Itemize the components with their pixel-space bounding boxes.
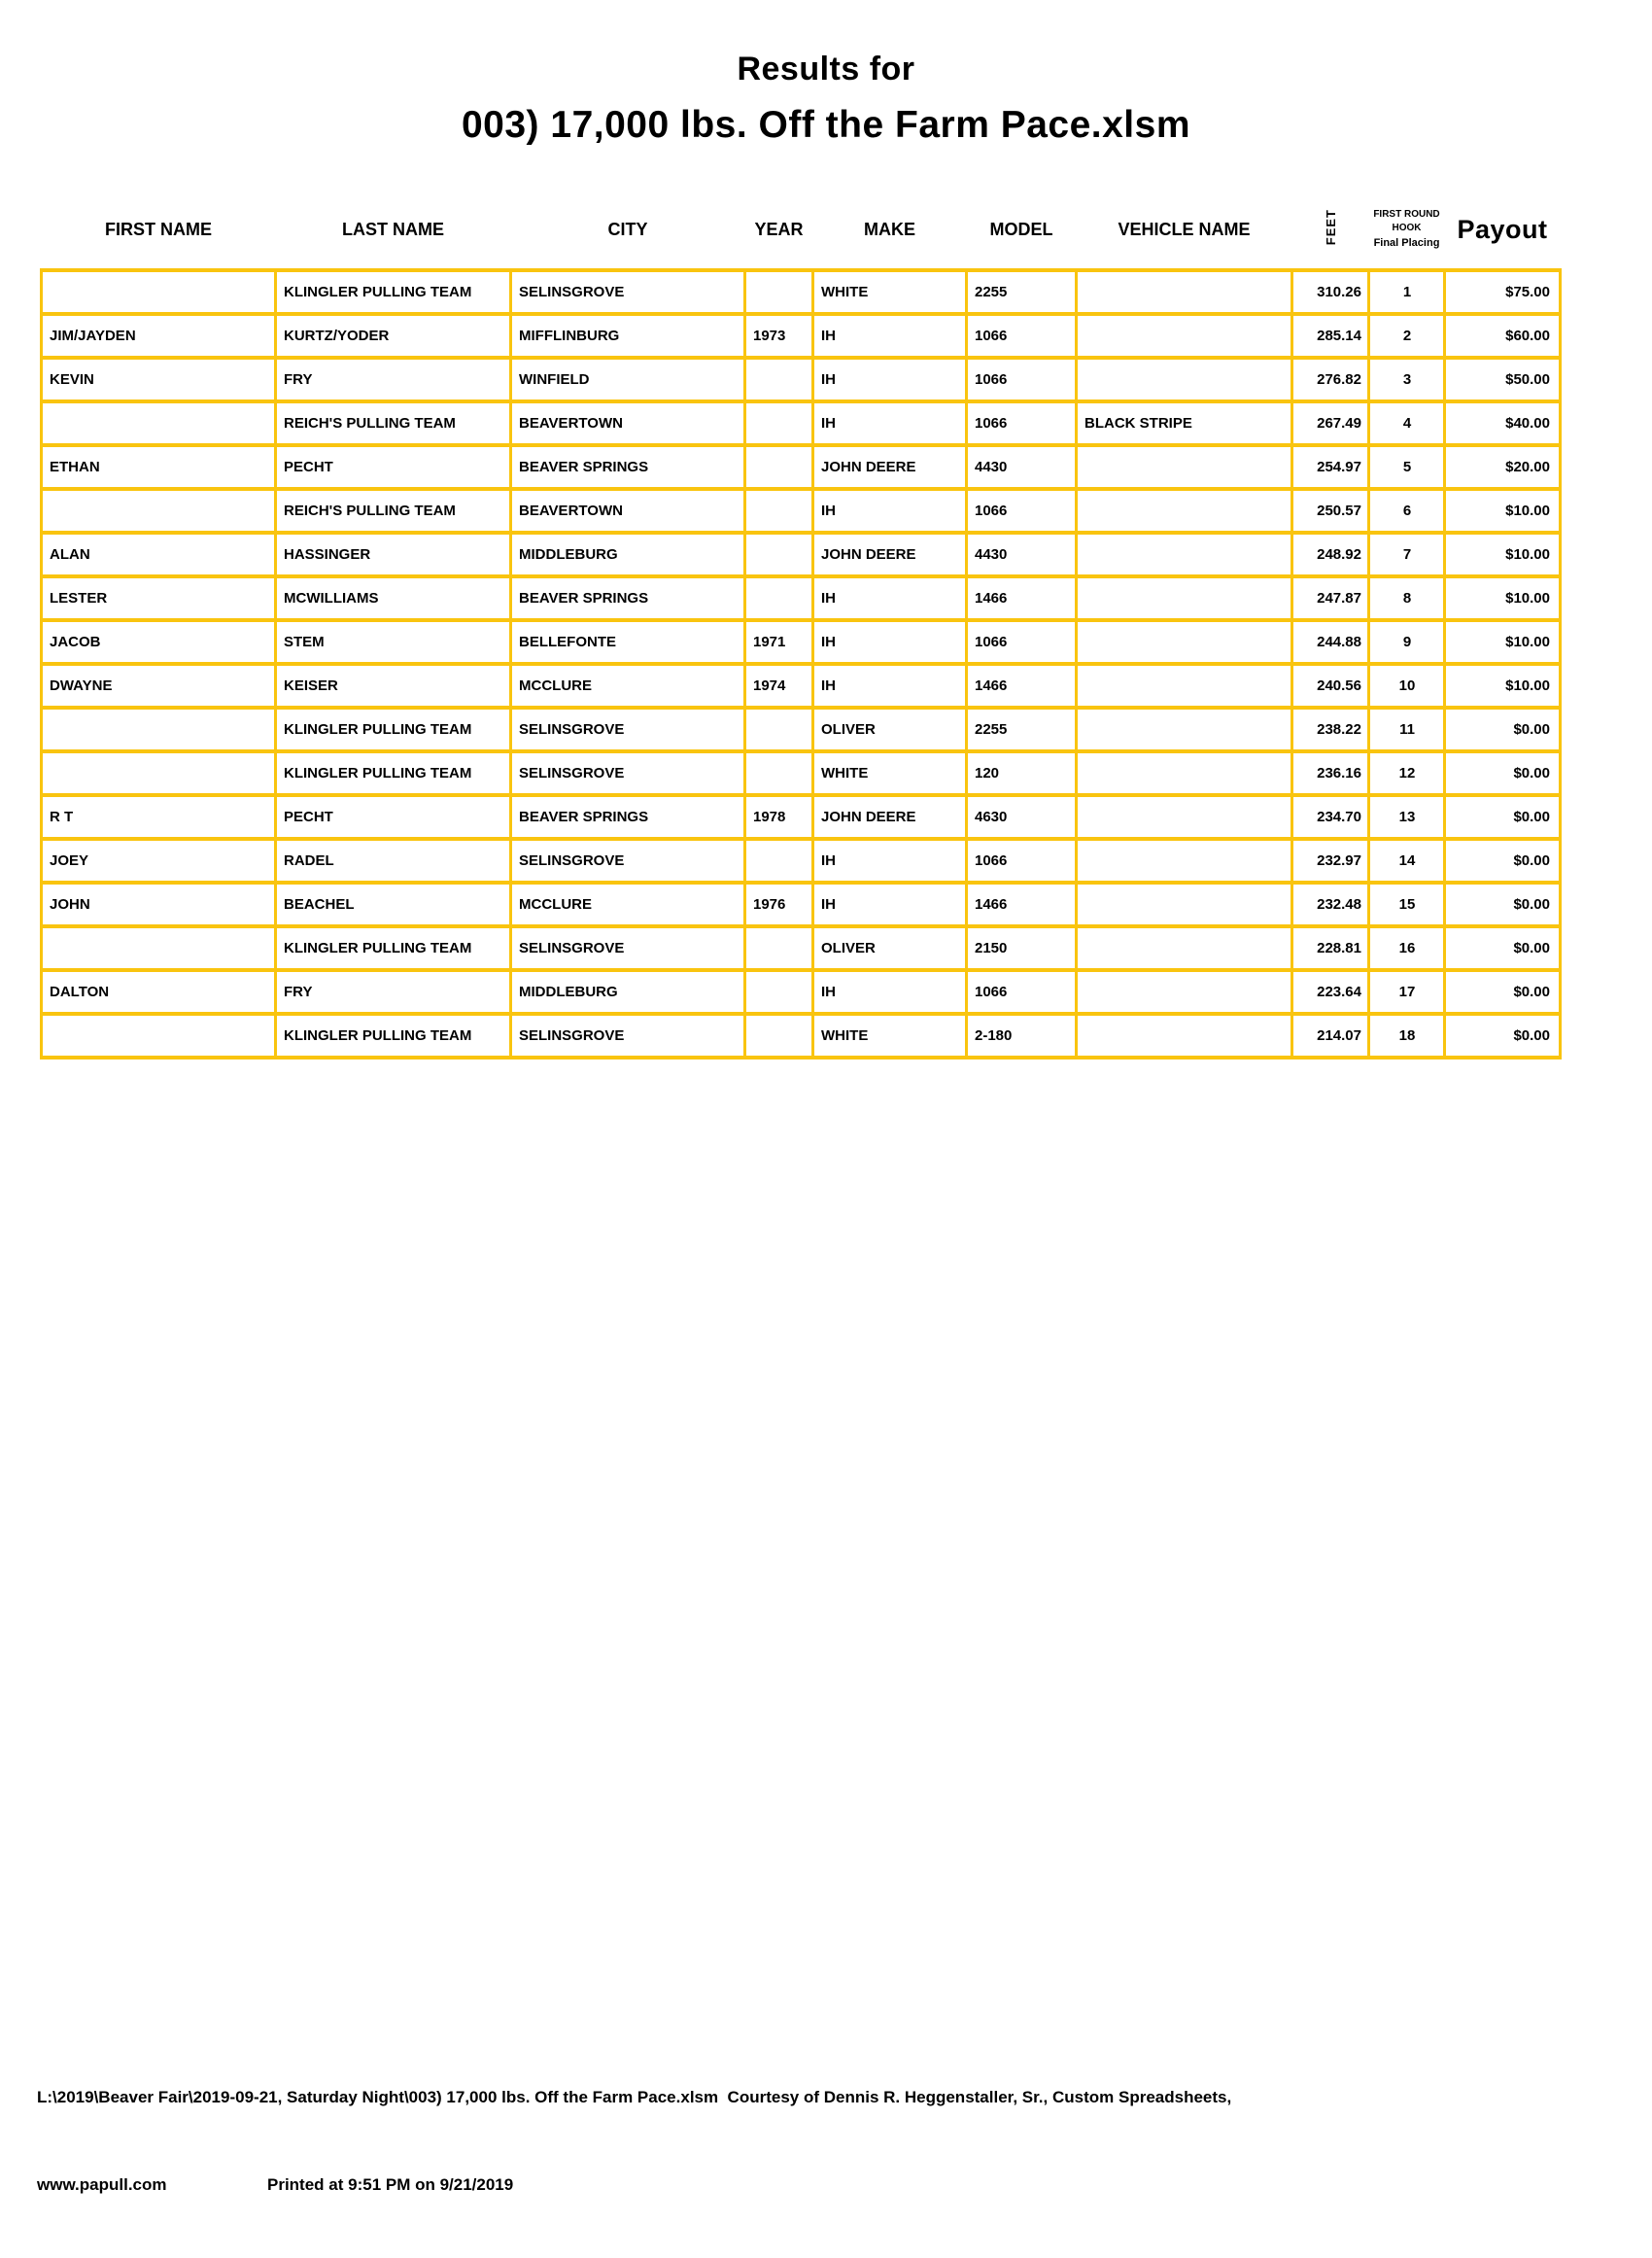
title-line-2: 003) 17,000 lbs. Off the Farm Pace.xlsm	[461, 104, 1191, 146]
cell-placing: 1	[1369, 270, 1445, 314]
cell-year: 1976	[745, 883, 813, 926]
table-row	[42, 533, 1561, 576]
cell-first-name	[42, 489, 276, 533]
cell-payout: $20.00	[1445, 445, 1561, 489]
footer-line-2	[37, 2171, 1621, 2200]
cell-city: SELINSGROVE	[511, 270, 745, 314]
cell-first-name: DALTON	[42, 970, 276, 1014]
cell-model: 4430	[967, 445, 1077, 489]
cell-feet: 267.49	[1292, 401, 1369, 445]
cell-feet: 234.70	[1292, 795, 1369, 839]
header-row	[42, 191, 1561, 270]
cell-city: MCCLURE	[511, 664, 745, 708]
cell-vehicle-name	[1077, 839, 1292, 883]
cell-placing: 4	[1369, 401, 1445, 445]
cell-vehicle-name	[1077, 708, 1292, 751]
title-line-1: Results for	[737, 51, 915, 87]
cell-feet: 276.82	[1292, 358, 1369, 401]
cell-model: 1066	[967, 970, 1077, 1014]
cell-city: MIDDLEBURG	[511, 970, 745, 1014]
cell-placing: 11	[1369, 708, 1445, 751]
cell-placing: 8	[1369, 576, 1445, 620]
cell-make: OLIVER	[813, 926, 967, 970]
cell-make: JOHN DEERE	[813, 445, 967, 489]
cell-last-name: KLINGLER PULLING TEAM	[276, 270, 511, 314]
cell-make: IH	[813, 576, 967, 620]
cell-first-name: ALAN	[42, 533, 276, 576]
results-table-body	[42, 270, 1561, 1058]
cell-payout: $10.00	[1445, 620, 1561, 664]
cell-model: 1466	[967, 664, 1077, 708]
feet-vertical-label: FEET	[1323, 208, 1338, 246]
cell-model: 2150	[967, 926, 1077, 970]
hook-header-line-1: FIRST ROUND	[1373, 208, 1440, 220]
cell-city: SELINSGROVE	[511, 708, 745, 751]
table-row	[42, 314, 1561, 358]
cell-model: 1066	[967, 401, 1077, 445]
col-header-last-name: LAST NAME	[342, 219, 444, 239]
cell-year	[745, 489, 813, 533]
cell-city: MIFFLINBURG	[511, 314, 745, 358]
cell-payout: $50.00	[1445, 358, 1561, 401]
cell-last-name: KLINGLER PULLING TEAM	[276, 926, 511, 970]
cell-payout: $0.00	[1445, 926, 1561, 970]
page-title	[0, 51, 1652, 147]
cell-city: BEAVER SPRINGS	[511, 445, 745, 489]
cell-placing: 12	[1369, 751, 1445, 795]
cell-feet: 228.81	[1292, 926, 1369, 970]
cell-year	[745, 708, 813, 751]
hook-header-line-2: HOOK	[1392, 223, 1422, 234]
cell-feet: 223.64	[1292, 970, 1369, 1014]
table-row	[42, 489, 1561, 533]
col-header-payout: Payout	[1457, 214, 1548, 244]
cell-city: BELLEFONTE	[511, 620, 745, 664]
col-header-city: CITY	[607, 219, 648, 239]
cell-vehicle-name	[1077, 620, 1292, 664]
cell-first-name: DWAYNE	[42, 664, 276, 708]
cell-vehicle-name	[1077, 358, 1292, 401]
cell-vehicle-name: BLACK STRIPE	[1077, 401, 1292, 445]
cell-feet: 232.48	[1292, 883, 1369, 926]
cell-first-name	[42, 1014, 276, 1058]
cell-placing: 10	[1369, 664, 1445, 708]
cell-first-name: R T	[42, 795, 276, 839]
page-footer	[37, 2025, 1621, 2258]
cell-last-name: HASSINGER	[276, 533, 511, 576]
table-row	[42, 708, 1561, 751]
cell-payout: $0.00	[1445, 839, 1561, 883]
results-table	[40, 191, 1562, 1060]
cell-city: BEAVERTOWN	[511, 489, 745, 533]
cell-vehicle-name	[1077, 533, 1292, 576]
table-row	[42, 795, 1561, 839]
cell-vehicle-name	[1077, 1014, 1292, 1058]
cell-placing: 7	[1369, 533, 1445, 576]
cell-year	[745, 926, 813, 970]
cell-vehicle-name	[1077, 795, 1292, 839]
table-row	[42, 358, 1561, 401]
cell-vehicle-name	[1077, 926, 1292, 970]
cell-model: 120	[967, 751, 1077, 795]
table-row	[42, 576, 1561, 620]
cell-feet: 238.22	[1292, 708, 1369, 751]
cell-placing: 18	[1369, 1014, 1445, 1058]
cell-first-name	[42, 751, 276, 795]
cell-model: 1066	[967, 314, 1077, 358]
cell-make: IH	[813, 314, 967, 358]
cell-placing: 2	[1369, 314, 1445, 358]
cell-payout: $10.00	[1445, 664, 1561, 708]
cell-last-name: RADEL	[276, 839, 511, 883]
cell-model: 1066	[967, 358, 1077, 401]
col-header-feet	[1292, 191, 1369, 270]
cell-vehicle-name	[1077, 576, 1292, 620]
cell-city: MCCLURE	[511, 883, 745, 926]
cell-year	[745, 445, 813, 489]
cell-last-name: KLINGLER PULLING TEAM	[276, 751, 511, 795]
col-header-year: YEAR	[754, 219, 804, 239]
cell-model: 1066	[967, 620, 1077, 664]
table-row	[42, 620, 1561, 664]
cell-payout: $40.00	[1445, 401, 1561, 445]
cell-year	[745, 576, 813, 620]
cell-payout: $0.00	[1445, 795, 1561, 839]
cell-payout: $0.00	[1445, 708, 1561, 751]
cell-make: OLIVER	[813, 708, 967, 751]
results-table-header	[42, 191, 1561, 270]
cell-model: 1466	[967, 576, 1077, 620]
table-row	[42, 926, 1561, 970]
cell-placing: 5	[1369, 445, 1445, 489]
table-row	[42, 839, 1561, 883]
cell-city: BEAVERTOWN	[511, 401, 745, 445]
cell-placing: 17	[1369, 970, 1445, 1014]
cell-make: IH	[813, 970, 967, 1014]
cell-feet: 248.92	[1292, 533, 1369, 576]
col-header-first-name: FIRST NAME	[105, 219, 212, 239]
cell-last-name: KLINGLER PULLING TEAM	[276, 708, 511, 751]
cell-year	[745, 401, 813, 445]
cell-last-name: FRY	[276, 970, 511, 1014]
col-header-make: MAKE	[864, 219, 915, 239]
cell-placing: 6	[1369, 489, 1445, 533]
cell-first-name: LESTER	[42, 576, 276, 620]
cell-make: IH	[813, 489, 967, 533]
cell-last-name: KEISER	[276, 664, 511, 708]
col-header-first-round-hook	[1369, 191, 1445, 270]
cell-year	[745, 751, 813, 795]
cell-make: IH	[813, 839, 967, 883]
cell-payout: $0.00	[1445, 970, 1561, 1014]
cell-last-name: PECHT	[276, 795, 511, 839]
cell-first-name	[42, 270, 276, 314]
cell-feet: 244.88	[1292, 620, 1369, 664]
table-row	[42, 401, 1561, 445]
cell-feet: 236.16	[1292, 751, 1369, 795]
cell-model: 4630	[967, 795, 1077, 839]
cell-year: 1974	[745, 664, 813, 708]
cell-vehicle-name	[1077, 445, 1292, 489]
cell-city: SELINSGROVE	[511, 926, 745, 970]
cell-last-name: MCWILLIAMS	[276, 576, 511, 620]
cell-placing: 15	[1369, 883, 1445, 926]
cell-vehicle-name	[1077, 314, 1292, 358]
cell-vehicle-name	[1077, 489, 1292, 533]
col-header-vehicle-name: VEHICLE NAME	[1118, 219, 1251, 239]
cell-feet: 247.87	[1292, 576, 1369, 620]
cell-last-name: BEACHEL	[276, 883, 511, 926]
cell-year	[745, 358, 813, 401]
cell-city: WINFIELD	[511, 358, 745, 401]
cell-feet: 285.14	[1292, 314, 1369, 358]
cell-city: BEAVER SPRINGS	[511, 795, 745, 839]
table-row	[42, 664, 1561, 708]
cell-model: 2255	[967, 708, 1077, 751]
cell-year	[745, 970, 813, 1014]
cell-placing: 13	[1369, 795, 1445, 839]
cell-year	[745, 1014, 813, 1058]
cell-make: JOHN DEERE	[813, 533, 967, 576]
cell-first-name: KEVIN	[42, 358, 276, 401]
cell-feet: 240.56	[1292, 664, 1369, 708]
table-row	[42, 270, 1561, 314]
cell-placing: 3	[1369, 358, 1445, 401]
cell-year: 1973	[745, 314, 813, 358]
cell-vehicle-name	[1077, 270, 1292, 314]
cell-model: 2255	[967, 270, 1077, 314]
cell-last-name: KURTZ/YODER	[276, 314, 511, 358]
cell-first-name: JACOB	[42, 620, 276, 664]
hook-header-line-3: Final Placing	[1373, 236, 1440, 249]
cell-city: SELINSGROVE	[511, 751, 745, 795]
cell-city: MIDDLEBURG	[511, 533, 745, 576]
cell-last-name: REICH'S PULLING TEAM	[276, 489, 511, 533]
cell-payout: $10.00	[1445, 489, 1561, 533]
table-row	[42, 970, 1561, 1014]
cell-feet: 250.57	[1292, 489, 1369, 533]
cell-last-name: PECHT	[276, 445, 511, 489]
cell-first-name: JOHN	[42, 883, 276, 926]
cell-model: 1466	[967, 883, 1077, 926]
cell-vehicle-name	[1077, 664, 1292, 708]
table-row	[42, 445, 1561, 489]
cell-payout: $0.00	[1445, 751, 1561, 795]
cell-make: WHITE	[813, 270, 967, 314]
cell-city: SELINSGROVE	[511, 839, 745, 883]
footer-file-path: L:\2019\Beaver Fair\2019-09-21, Saturday Night\003) 17,000 lbs. Off the Farm Pace.xlsm Courtesy of Dennis R. Heggenstaller, Sr., Custom Spreadsheets,	[37, 2088, 1232, 2106]
cell-city: SELINSGROVE	[511, 1014, 745, 1058]
cell-make: IH	[813, 401, 967, 445]
cell-make: WHITE	[813, 751, 967, 795]
cell-payout: $10.00	[1445, 533, 1561, 576]
cell-payout: $0.00	[1445, 1014, 1561, 1058]
cell-make: IH	[813, 883, 967, 926]
cell-make: IH	[813, 664, 967, 708]
cell-last-name: FRY	[276, 358, 511, 401]
table-row	[42, 883, 1561, 926]
cell-make: IH	[813, 620, 967, 664]
footer-website: www.papull.com	[37, 2175, 167, 2194]
cell-model: 2-180	[967, 1014, 1077, 1058]
cell-model: 1066	[967, 839, 1077, 883]
cell-year	[745, 839, 813, 883]
cell-first-name	[42, 401, 276, 445]
cell-payout: $75.00	[1445, 270, 1561, 314]
cell-year	[745, 270, 813, 314]
col-header-model: MODEL	[989, 219, 1053, 239]
cell-first-name: JOEY	[42, 839, 276, 883]
cell-year: 1978	[745, 795, 813, 839]
cell-vehicle-name	[1077, 751, 1292, 795]
cell-placing: 9	[1369, 620, 1445, 664]
cell-last-name: STEM	[276, 620, 511, 664]
table-row	[42, 1014, 1561, 1058]
cell-make: WHITE	[813, 1014, 967, 1058]
cell-make: IH	[813, 358, 967, 401]
cell-model: 1066	[967, 489, 1077, 533]
cell-payout: $10.00	[1445, 576, 1561, 620]
cell-feet: 310.26	[1292, 270, 1369, 314]
cell-placing: 16	[1369, 926, 1445, 970]
cell-first-name	[42, 926, 276, 970]
cell-placing: 14	[1369, 839, 1445, 883]
cell-city: BEAVER SPRINGS	[511, 576, 745, 620]
cell-last-name: REICH'S PULLING TEAM	[276, 401, 511, 445]
table-row	[42, 751, 1561, 795]
cell-first-name: JIM/JAYDEN	[42, 314, 276, 358]
cell-feet: 232.97	[1292, 839, 1369, 883]
cell-vehicle-name	[1077, 970, 1292, 1014]
cell-first-name: ETHAN	[42, 445, 276, 489]
footer-printed-timestamp: Printed at 9:51 PM on 9/21/2019	[267, 2175, 514, 2194]
cell-year	[745, 533, 813, 576]
cell-feet: 254.97	[1292, 445, 1369, 489]
cell-last-name: KLINGLER PULLING TEAM	[276, 1014, 511, 1058]
cell-make: JOHN DEERE	[813, 795, 967, 839]
cell-vehicle-name	[1077, 883, 1292, 926]
cell-year: 1971	[745, 620, 813, 664]
cell-feet: 214.07	[1292, 1014, 1369, 1058]
cell-first-name	[42, 708, 276, 751]
cell-payout: $60.00	[1445, 314, 1561, 358]
cell-model: 4430	[967, 533, 1077, 576]
cell-payout: $0.00	[1445, 883, 1561, 926]
